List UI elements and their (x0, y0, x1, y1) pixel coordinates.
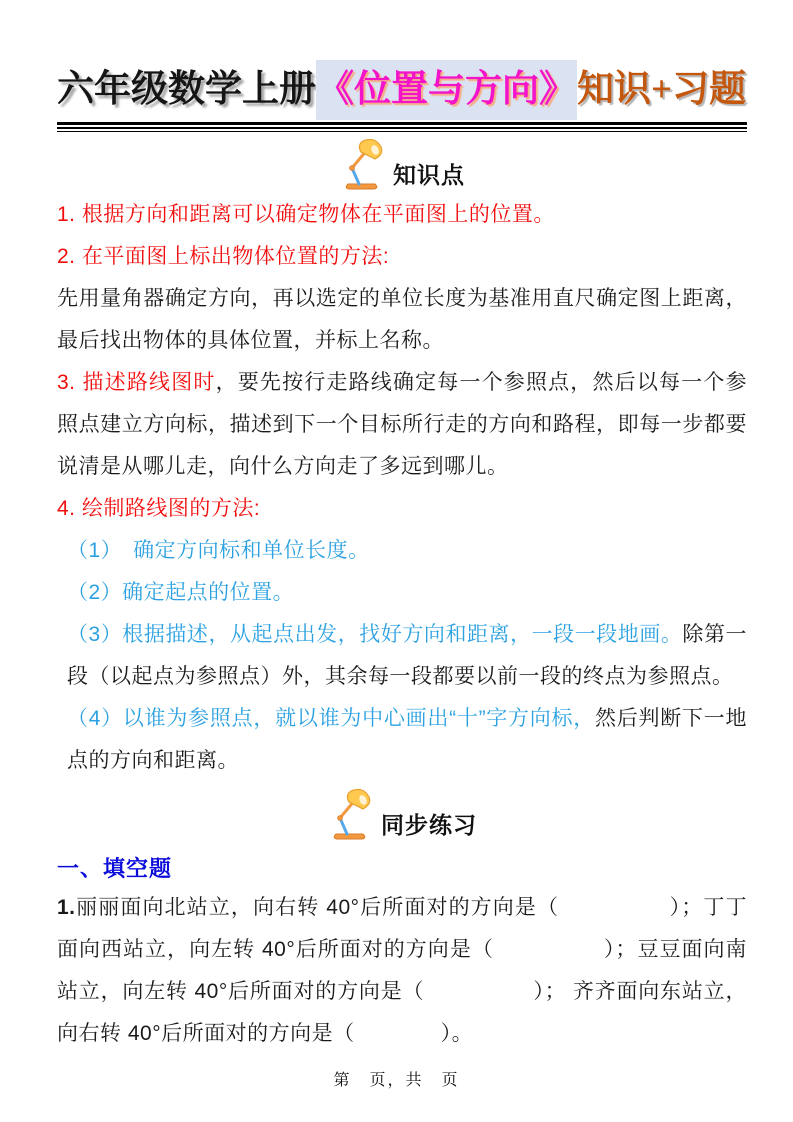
text-segment: （4）以谁为参照点，就以谁为中心画出“十”字方向标， (67, 707, 596, 730)
divider-line (57, 122, 747, 125)
knowledge-item (57, 278, 747, 362)
text-segment: 2. 在平面图上标出物体位置的方法: (57, 245, 390, 268)
text-segment: 1. 根据方向和距离可以确定物体在平面图上的位置。 (57, 203, 555, 226)
text-segment: 然后判断下一地点的方向和距离。 (67, 707, 747, 772)
question-1 (57, 887, 747, 1055)
title-suffix-part: 知识+习题 (577, 69, 747, 110)
divider-line (57, 131, 747, 132)
knowledge-item (57, 194, 747, 236)
knowledge-item (57, 530, 747, 572)
title-divider (57, 122, 747, 132)
knowledge-item (57, 698, 747, 782)
text-segment: 先用量角器确定方向，再以选定的单位长度为基准用直尺确定图上距离，最后找出物体的具体位置，并标上名称。 (57, 287, 747, 352)
fill-in-blank-heading: 一、填空题 (57, 856, 173, 881)
question-number: 1. (57, 896, 76, 919)
text-segment: （1） 确定方向标和单位长度。 (67, 539, 370, 562)
text-segment: ，要先按行走路线确定每一个参照点，然后以每一个参照点建立方向标，描述到下一个目标所行走的方向和路程，即每一步都要说清是从哪儿走，向什么方向走了多远到哪儿。 (57, 371, 748, 478)
practice-section-head (57, 784, 747, 842)
knowledge-section-head (57, 134, 747, 192)
text-segment: （2）确定起点的位置。 (67, 581, 295, 604)
desk-lamp-icon (339, 138, 385, 192)
page-title (57, 64, 747, 116)
knowledge-item (57, 572, 747, 614)
page-footer: 第 页，共 页 (333, 1072, 460, 1089)
knowledge-item (57, 614, 747, 698)
title-book-part: 《位置与方向》 (316, 60, 577, 120)
text-segment: （3）根据描述，从起点出发，找好方向和距离，一段一段地画。 (67, 623, 683, 646)
practice-heading: 同步练习 (381, 812, 477, 838)
text-segment: 4. 绘制路线图的方法: (57, 497, 261, 520)
knowledge-item (57, 488, 747, 530)
knowledge-item (57, 236, 747, 278)
question-text: 丽丽面向北站立，向右转 40°后所面对的方向是（ ）；丁丁面向西站立，向左转 40°后所面对的方向是（ ）；豆豆面向南站立，向左转 40°后所面对的方向是（ ）； 齐齐面向东站立，向右转 40°后所面对的方向是（ ）。 (57, 896, 747, 1045)
knowledge-item (57, 362, 747, 488)
title-grade-part: 六年级数学上册 (57, 69, 316, 110)
knowledge-list (57, 194, 747, 782)
divider-line (57, 127, 747, 129)
desk-lamp-icon (327, 788, 373, 842)
text-segment: 除第一段（以起点为参照点）外，其余每一段都要以前一段的终点为参照点。 (67, 623, 747, 688)
knowledge-heading: 知识点 (393, 162, 465, 188)
text-segment: 3. 描述路线图时 (57, 371, 216, 394)
